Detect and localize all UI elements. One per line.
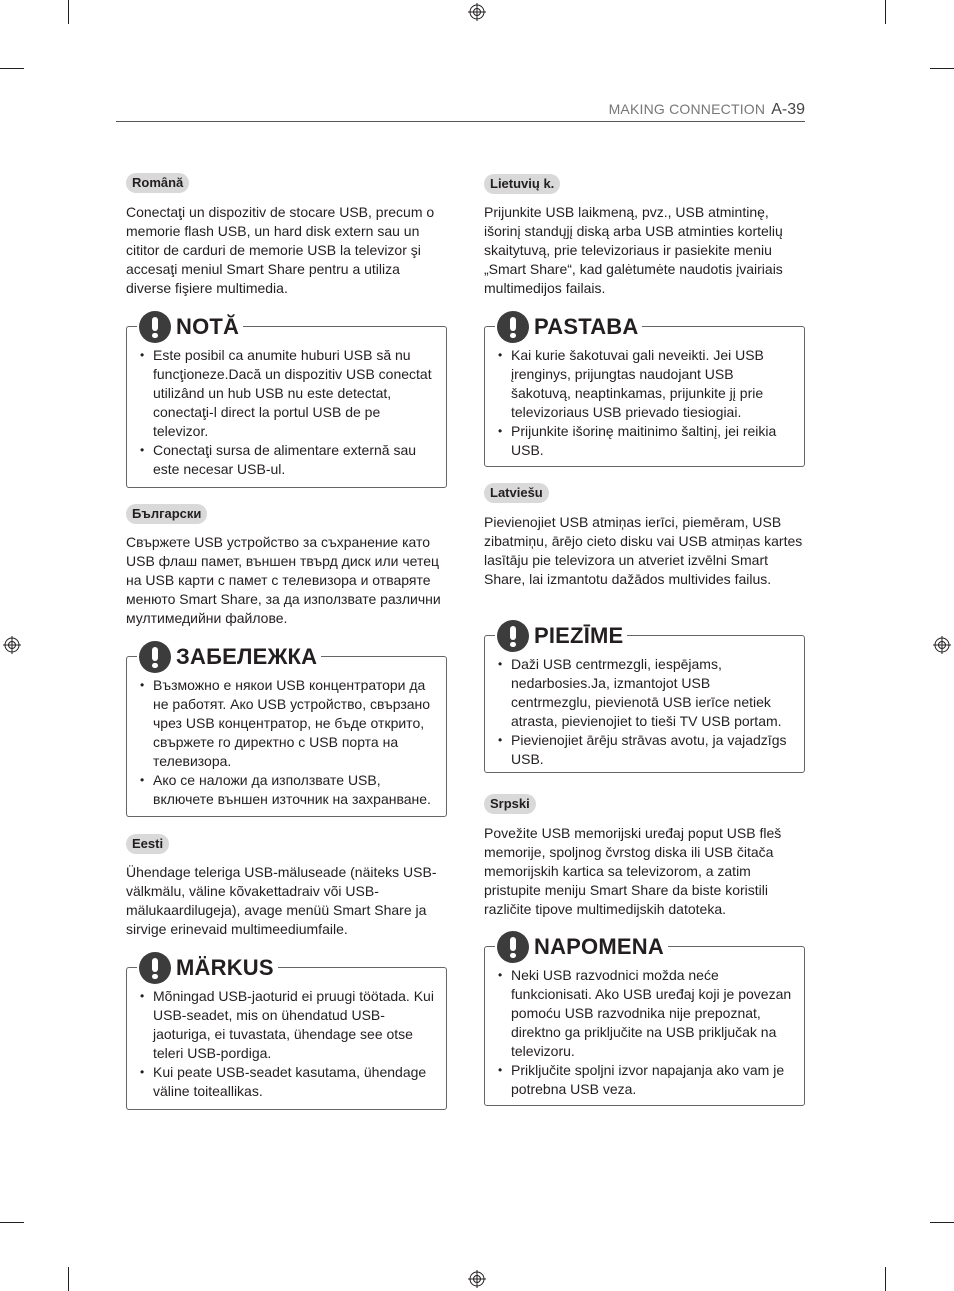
note-list xyxy=(127,657,446,818)
note-box-bulgarian xyxy=(126,644,447,817)
note-list xyxy=(127,327,446,488)
note-item: • Neki USB razvodnici možda neće funkcionisati. Ako USB uređaj koji je povezan pomoću USB razvodnika nije prepoznat, direktno ga priključite na USB priključak na televizoru. xyxy=(496,966,794,1061)
section-title: MAKING CONNECTION xyxy=(608,101,766,117)
paragraph-latvian: Pievienojiet USB atmiņas ierīci, piemēram, USB zibatmiņu, ārējo cieto disku vai USB atmiņas kartes lasītāju pie televizora un atveriet izvēlni Smart Share, lai izmantotu dažādos multivides failus. xyxy=(484,514,803,587)
note-header xyxy=(137,311,243,343)
paragraph-eesti: Ühendage teleriga USB-mäluseade (näiteks USB-välkmälu, väline kõvakettadraiv või USB-mälukaardilugeja), avage menüü Smart Share ja sirvige erinevaid multimeediumfaile. xyxy=(126,864,437,937)
page-number: A-39 xyxy=(771,101,805,118)
paragraph-bulgarian: Свържете USB устройство за съхранение като USB флаш памет, външен твърд диск или четец на USB карти с памет с телевизора и отваряте менюто Smart Share, за да използвате различни мултимедийни файлове. xyxy=(126,534,441,626)
paragraph-lithuanian: Prijunkite USB laikmeną, pvz., USB atmintinę, išorinį standųjį diską arba USB atminties kortelių skaitytuvą, prie televizoriaus ir pasiekite meniu „Smart Share“, kad galėtumėte naudotis įvairiais multimedijos failais. xyxy=(484,204,783,296)
note-item: • Priključite spoljni izvor napajanja ako vam je potrebna USB veza. xyxy=(496,1061,794,1099)
crop-mark-top-left xyxy=(68,0,69,24)
note-header xyxy=(495,311,642,343)
note-item: • Kui peate USB-seadet kasutama, ühendage väline toiteallikas. xyxy=(138,1063,436,1101)
note-header xyxy=(495,931,668,963)
note-box-romana xyxy=(126,314,447,488)
crop-mark-top-right-h xyxy=(930,68,954,69)
note-box-latvian xyxy=(484,623,805,773)
warning-exclamation-icon xyxy=(497,311,529,343)
note-item: • Ако се наложи да използвате USB, включете външен източник на захранване. xyxy=(138,771,436,809)
note-title: NAPOMENA xyxy=(534,934,664,959)
note-list xyxy=(485,636,804,778)
note-item: • Kai kurie šakotuvai gali neveikti. Jei USB įrenginys, prijungtas naudojant USB šakotuvą, neaptinkamas, prijunkite jį prie televizoriaus USB prievado tiesiogiai. xyxy=(496,346,794,422)
note-item: • Възможно е някои USB концентратори да не работят. Ако USB устройство, свързано чрез USB концентратор, не бъде открито, свържете го директно с USB порта на телевизора. xyxy=(138,676,436,771)
note-box-serbian xyxy=(484,934,805,1106)
language-tag-eesti: Eesti xyxy=(126,834,169,854)
crop-mark-top-right xyxy=(885,0,886,24)
language-tag-serbian: Srpski xyxy=(484,794,536,814)
header-divider xyxy=(116,121,805,122)
crop-mark-bottom-right xyxy=(885,1267,886,1291)
crop-mark-top-left-h xyxy=(0,68,24,69)
crop-mark-bottom-right-h xyxy=(930,1222,954,1223)
language-tag-romana: Română xyxy=(126,173,189,193)
note-item: • Prijunkite išorinę maitinimo šaltinį, jei reikia USB. xyxy=(496,422,794,460)
language-tag-latvian: Latviešu xyxy=(484,483,549,503)
paragraph-romana: Conectaţi un dispozitiv de stocare USB, precum o memorie flash USB, un hard disk extern sau un cititor de carduri de memorie USB la televizor şi accesaţi meniul Smart Share pentru a utiliza diverse fişiere multimedia. xyxy=(126,204,435,296)
warning-exclamation-icon xyxy=(497,620,529,652)
note-title: MÄRKUS xyxy=(176,955,274,980)
note-header xyxy=(137,952,278,984)
paragraph-serbian: Povežite USB memorijski uređaj poput USB fleš memorije, spoljnog čvrstog diska ili USB čitača memorijskih kartica sa televizorom, a zatim pristupite meniju Smart Share da biste koristili različite tipove multimedijskih datoteka. xyxy=(484,825,782,917)
warning-exclamation-icon xyxy=(497,931,529,963)
note-title: PASTABA xyxy=(534,314,639,339)
crop-mark-bottom-left-h xyxy=(0,1222,24,1223)
language-tag-lithuanian: Lietuvių k. xyxy=(484,174,560,194)
note-list xyxy=(127,968,446,1110)
warning-exclamation-icon xyxy=(139,311,171,343)
note-header xyxy=(137,641,321,673)
note-item: • Este posibil ca anumite huburi USB să nu funcţioneze.Dacă un dispozitiv USB conectat utilizând un hub USB nu este detectat, conectaţi-l direct la portul USB de pe televizor. xyxy=(138,346,436,441)
note-box-eesti xyxy=(126,955,447,1110)
note-item: • Pievienojiet ārēju strāvas avotu, ja vajadzīgs USB. xyxy=(496,731,794,769)
registration-mark-icon xyxy=(933,636,951,654)
registration-mark-icon xyxy=(468,3,486,21)
language-tag-bulgarian: Български xyxy=(126,504,207,524)
registration-mark-icon xyxy=(3,636,21,654)
note-list xyxy=(485,327,804,469)
note-item: • Mõningad USB-jaoturid ei pruugi töötada. Kui USB-seadet, mis on ühendatud USB-jaoturiga, ei tuvastata, ühendage see otse teleri USB-pordiga. xyxy=(138,987,436,1063)
note-title: ЗАБЕЛЕЖКА xyxy=(176,644,318,669)
note-box-lithuanian xyxy=(484,314,805,467)
registration-mark-icon xyxy=(468,1270,486,1288)
warning-exclamation-icon xyxy=(139,641,171,673)
warning-exclamation-icon xyxy=(139,952,171,984)
page-header xyxy=(600,101,805,119)
note-title: NOTĂ xyxy=(176,314,240,339)
note-title: PIEZĪME xyxy=(534,623,624,648)
note-header xyxy=(495,620,627,652)
note-item: • Daži USB centrmezgli, iespējams, nedarbosies.Ja, izmantojot USB centrmezglu, pievienotā USB ierīce netiek atrasta, pievienojiet to tieši TV USB portam. xyxy=(496,655,794,731)
crop-mark-bottom-left xyxy=(68,1267,69,1291)
note-list xyxy=(485,947,804,1108)
note-item: • Conectaţi sursa de alimentare externă sau este necesar USB-ul. xyxy=(138,441,436,479)
